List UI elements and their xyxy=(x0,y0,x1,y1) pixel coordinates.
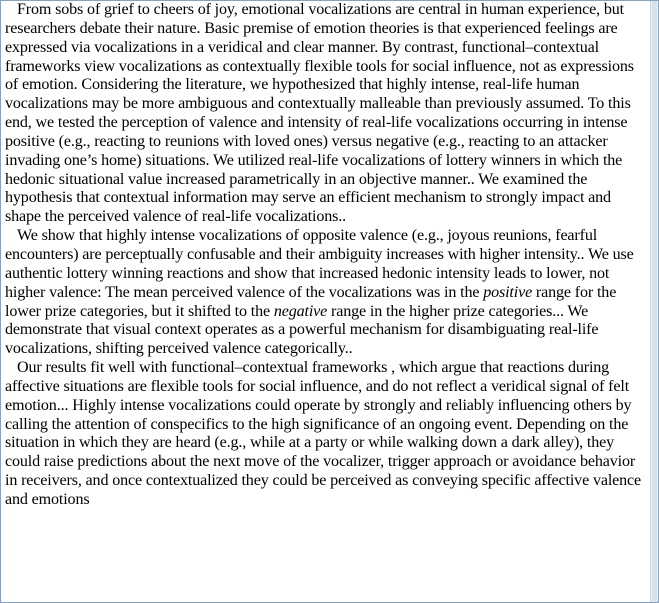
positive-emphasis: positive xyxy=(483,283,533,301)
paragraph-2-text-b: range for the lower prize categories, but it shifted to the xyxy=(5,283,617,320)
document-body xyxy=(5,1,648,510)
paragraph-1 xyxy=(5,1,648,227)
paragraph-3-text: Our results fit well with functional–contextual frameworks , which argue that reactions during affective situations are flexible tools for social influence, and do not reflect a veridical signal of felt emotion... Highly intense vocalizations could operate by strongly and reliably influencing others by calling the attention of conspecifics to the high significance of an ongoing event. Depending on the situation in which they are heard (e.g., while at a party or while walking down a dark alley), they could raise predictions about the next move of the vocalizer, trigger approach or avoidance behavior in receivers, and once contextualized they could be perceived as conveying specific affective valence and emotions xyxy=(5,359,642,508)
paragraph-3 xyxy=(5,359,648,510)
paragraph-1-text: From sobs of grief to cheers of joy, emotional vocalizations are central in human experience, but researchers debate their nature. Basic premise of emotion theories is that experienced feelings are expressed via vocalizations in a veridical and clear manner. By contrast, functional–contextual frameworks view vocalizations as contextually flexible tools for social influence, not as expressions of emotion. Considering the literature, we hypothesized that highly intense, real-life human vocalizations may be more ambiguous and contextually malleable than previously assumed. To this end, we tested the perception of valence and intensity of real-life vocalizations occurring in intense positive (e.g., reacting to reunions with loved ones) versus negative (e.g., reacting to an attacker invading one’s home) situations. We utilized real-life vocalizations of lottery winners in which the hedonic situational value increased parametrically in an objective manner.. We examined the hypothesis that contextual information may serve an efficient mechanism to strongly impact and shape the perceived valence of real-life vocalizations.. xyxy=(5,1,634,226)
scrollbar-thumb[interactable] xyxy=(652,1,657,602)
vertical-scrollbar[interactable] xyxy=(650,1,658,602)
paragraph-2-text-c: range in the higher prize categories... We demonstrate that visual context operates as a powerful mechanism for disambiguating real-life vocalizations, shifting perceived valence categorically.. xyxy=(5,302,599,358)
paragraph-2-text-a: We show that highly intense vocalizations of opposite valence (e.g., joyous reunions, fearful encounters) are perceptually confusable and their ambiguity increases with higher intensity.. We use authentic lottery winning reactions and show that increased hedonic intensity leads to lower, not higher valence: The mean perceived valence of the vocalizations was in the xyxy=(5,227,634,301)
negative-emphasis: negative xyxy=(273,302,328,320)
paragraph-2 xyxy=(5,227,648,359)
